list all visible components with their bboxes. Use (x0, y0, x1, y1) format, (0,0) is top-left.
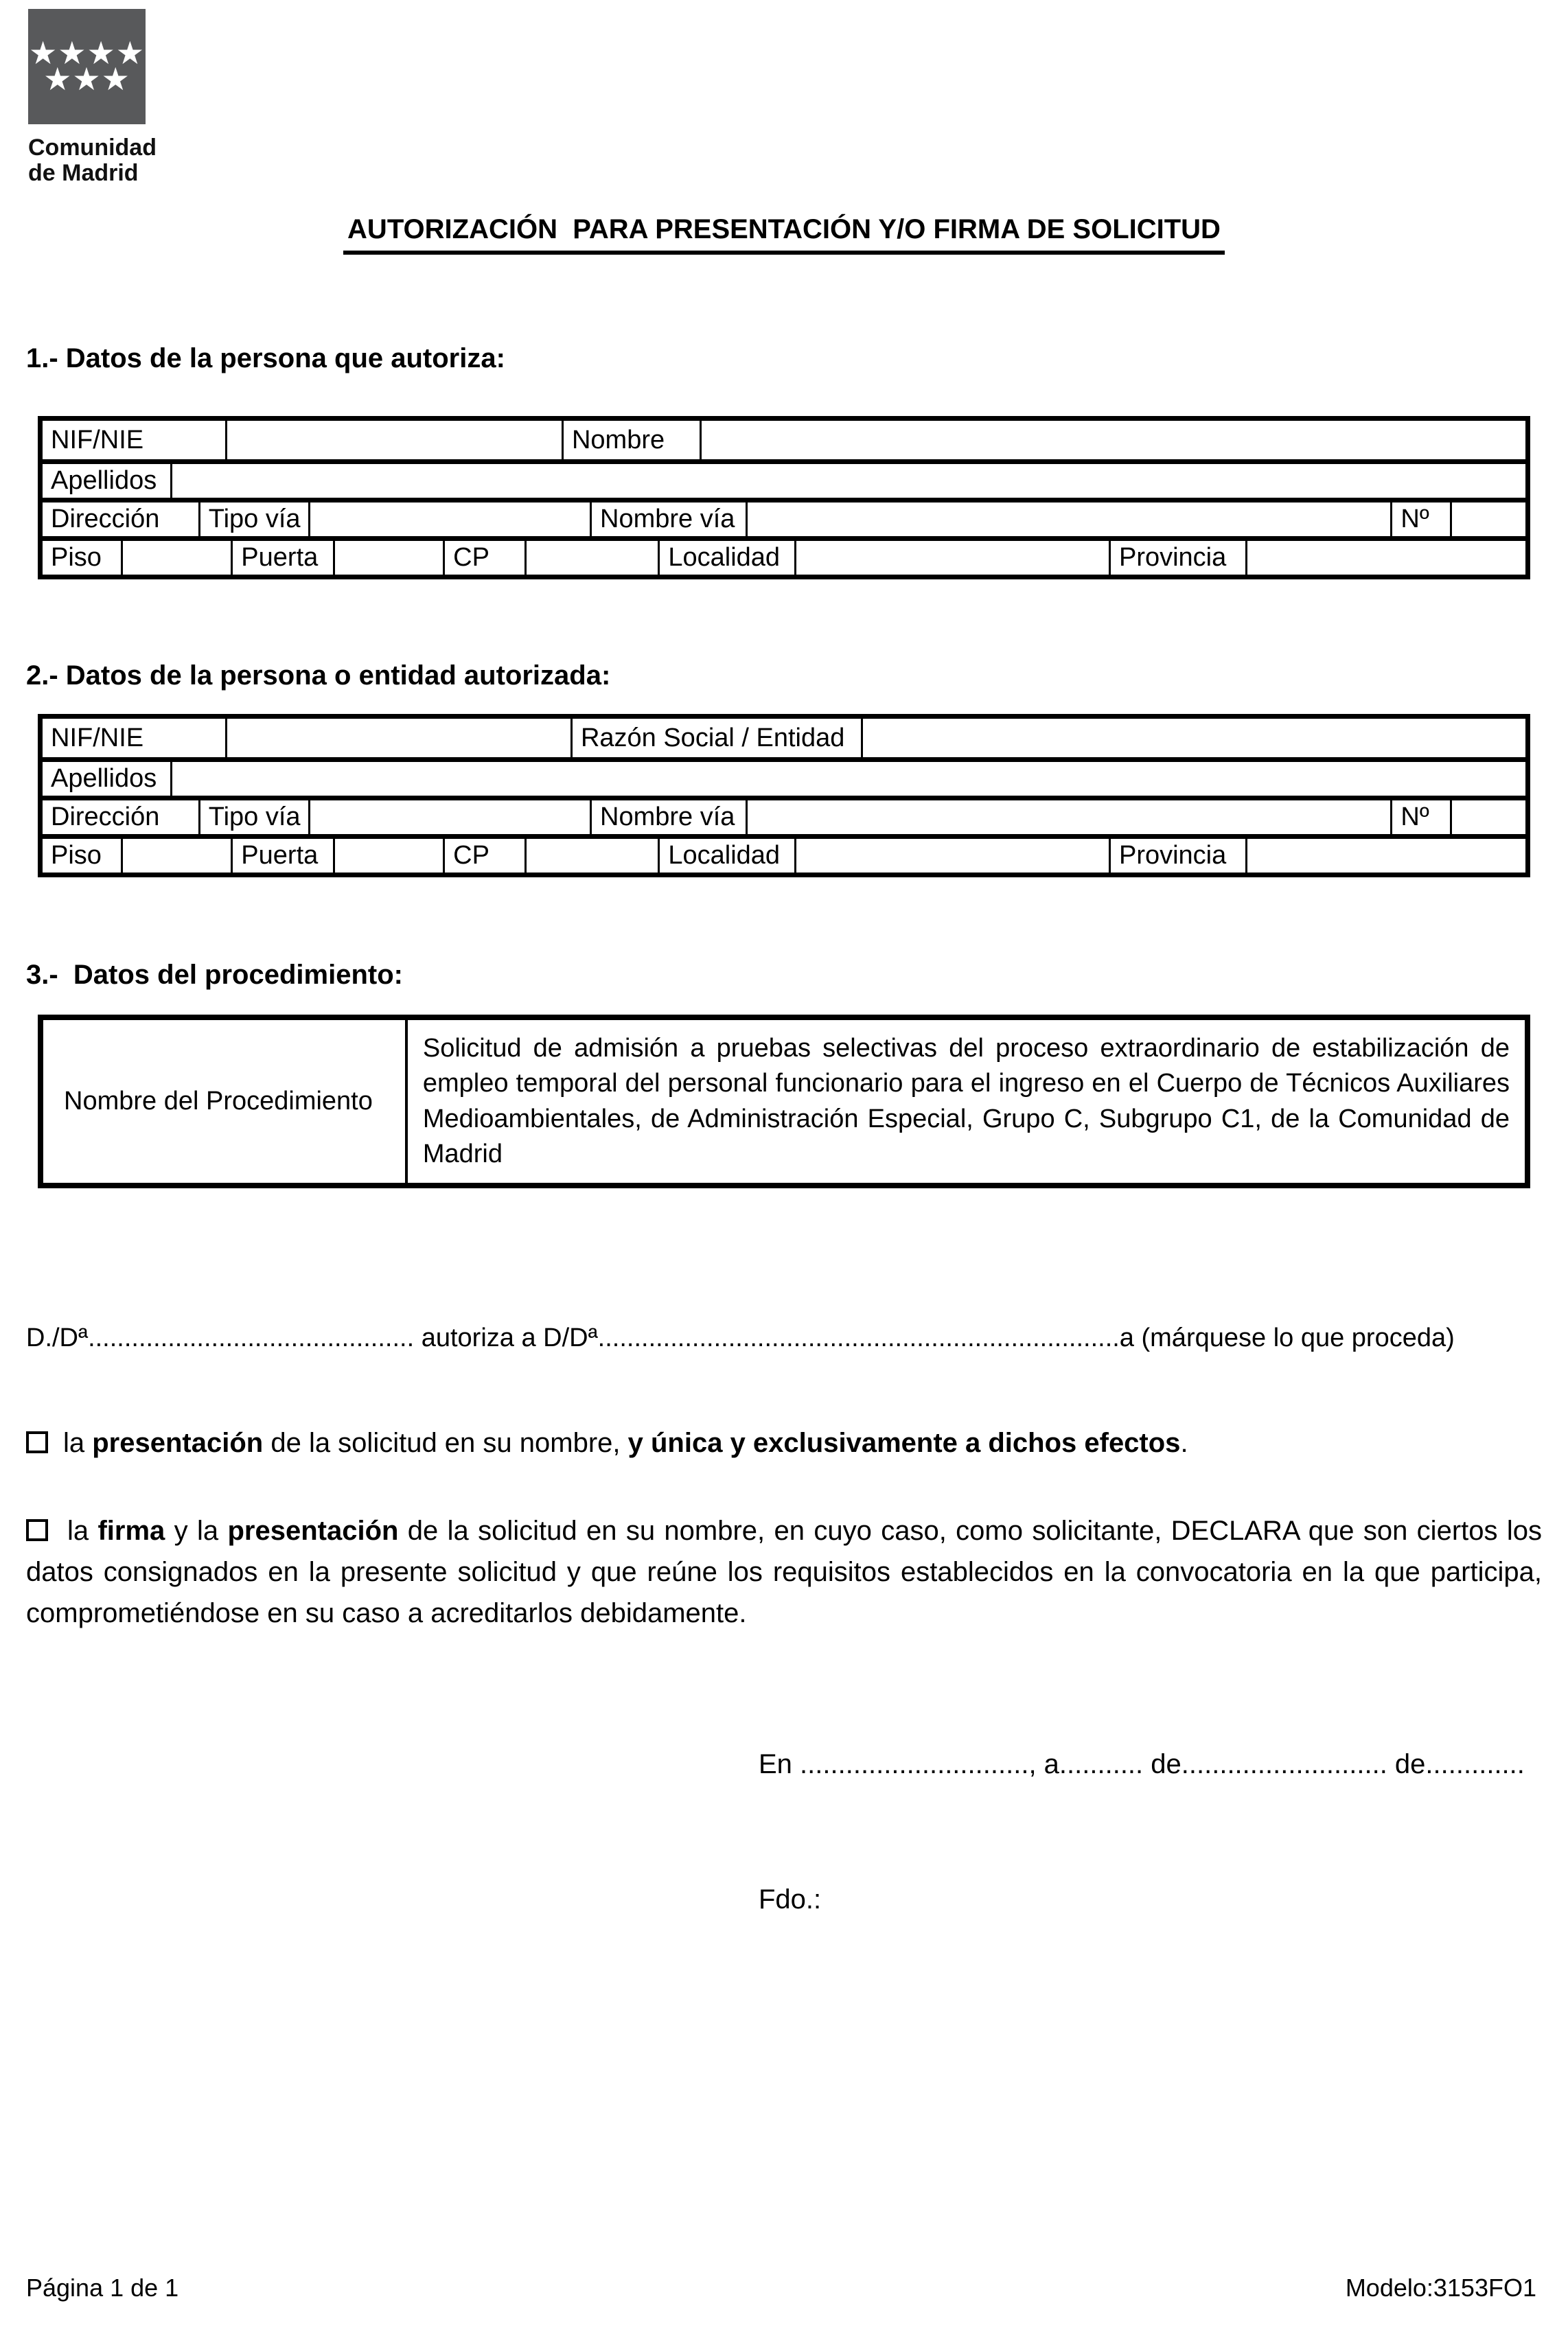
table-row (43, 796, 1525, 834)
nombre-via-input[interactable] (746, 800, 1391, 834)
option1-bold-seg: presentación (92, 1428, 264, 1458)
razon-social-input[interactable] (861, 719, 1525, 757)
nombre-via-input[interactable] (746, 502, 1391, 536)
localidad-label: Localidad (658, 541, 794, 575)
tipo-via-input[interactable] (308, 502, 590, 536)
cp-input[interactable] (524, 839, 658, 873)
table-row (43, 757, 1525, 796)
table-row (43, 719, 1525, 757)
option-firma-presentacion (26, 1510, 1550, 1634)
procedure-table (38, 1015, 1530, 1188)
table-row (43, 536, 1525, 575)
option2-bold-seg: firma (97, 1516, 165, 1546)
cp-label: CP (443, 541, 524, 575)
signature-label: Fdo.: (759, 1884, 822, 1915)
madrid-flag-icon (28, 9, 146, 124)
piso-input[interactable] (121, 839, 231, 873)
section3-heading: 3.- Datos del procedimiento: (26, 960, 403, 990)
apellidos-label: Apellidos (51, 466, 157, 495)
piso-label: Piso (51, 841, 102, 870)
option-presentacion (26, 1422, 1542, 1464)
localidad-input[interactable] (794, 541, 1109, 575)
nombre-input[interactable] (700, 421, 1525, 459)
procedure-name-value: Solicitud de admisión a pruebas selectivas del proceso extraordinario de estabilización de empleo temporal del personal funcionario para el ingreso en el Cuerpo de Técnicos Auxiliares Medioambientales, de Administración Especial, Grupo C, Subgrupo C1, de la Comunidad de Madrid (422, 1034, 1517, 1168)
comunidad-madrid-logo (28, 9, 207, 185)
provincia-label: Provincia (1109, 839, 1245, 873)
option1-bold-seg: y única y exclusivamente a dichos efectos (627, 1428, 1181, 1458)
nombre-via-label: Nombre vía (590, 800, 746, 834)
apellidos-input[interactable] (170, 762, 1525, 796)
nif-input[interactable] (225, 719, 570, 757)
option1-seg: . (1180, 1428, 1188, 1458)
flag-stars-top: ★★★★ (29, 35, 145, 71)
localidad-label: Localidad (658, 839, 794, 873)
section2-heading: 2.- Datos de la persona o entidad autorizada: (26, 660, 611, 691)
numero-input[interactable] (1450, 800, 1525, 834)
presentacion-checkbox[interactable] (26, 1431, 48, 1453)
razon-social-label: Razón Social / Entidad (570, 719, 861, 757)
nif-label: NIF/NIE (51, 723, 144, 752)
piso-input[interactable] (121, 541, 231, 575)
option2-seg: la (67, 1516, 98, 1546)
option2-seg: de la solicitud en su nombre, en cuyo caso, como solicitante, DECLARA que son ciertos los datos consignados en la presente solicitud y que reúne los requisitos establecidos en la convocatoria en la que participa, comprometiéndose en su caso a acreditarlos debidamente. (26, 1516, 1550, 1628)
tipo-via-label: Tipo vía (198, 502, 308, 536)
authorization-line: D./Dª............................................. autoriza a D/Dª........................................................................a (márquese lo que proceda) (26, 1324, 1455, 1352)
apellidos-label: Apellidos (51, 764, 157, 793)
logo-line1: Comunidad (28, 135, 157, 161)
nombre-via-label: Nombre vía (590, 502, 746, 536)
nif-input[interactable] (225, 421, 562, 459)
puerta-label: Puerta (231, 839, 333, 873)
piso-label: Piso (51, 543, 102, 572)
model-number: Modelo:3153FO1 (1345, 2274, 1536, 2302)
numero-input[interactable] (1450, 502, 1525, 536)
section1-heading: 1.- Datos de la persona que autoriza: (26, 343, 505, 373)
nif-label: NIF/NIE (51, 425, 144, 454)
provincia-label: Provincia (1109, 541, 1245, 575)
logo-line2: de Madrid (28, 159, 139, 186)
option2-text (26, 1516, 1549, 1628)
option1-seg: la (63, 1428, 93, 1458)
table-row (43, 421, 1525, 459)
nombre-label: Nombre (562, 421, 700, 459)
date-place-line: En .............................., a........... de........................... de............. (759, 1749, 1525, 1779)
authorized-data-table (38, 714, 1530, 877)
tipo-via-label: Tipo vía (198, 800, 308, 834)
numero-label: Nº (1390, 800, 1449, 834)
direccion-label: Dirección (51, 802, 160, 831)
table-row (43, 834, 1525, 873)
option2-bold-seg: presentación (227, 1516, 399, 1546)
provincia-input[interactable] (1245, 541, 1525, 575)
option1-text (63, 1428, 1188, 1458)
authorizer-data-table (38, 416, 1530, 579)
puerta-input[interactable] (333, 839, 443, 873)
apellidos-input[interactable] (170, 464, 1525, 498)
procedure-name-label: Nombre del Procedimiento (43, 1020, 408, 1183)
cp-label: CP (443, 839, 524, 873)
title-row (0, 214, 1568, 255)
option2-seg: y la (165, 1516, 228, 1546)
table-row (43, 459, 1525, 498)
puerta-input[interactable] (333, 541, 443, 575)
flag-stars-bottom: ★★★ (43, 61, 130, 97)
direccion-label: Dirección (51, 505, 160, 533)
cp-input[interactable] (524, 541, 658, 575)
provincia-input[interactable] (1245, 839, 1525, 873)
tipo-via-input[interactable] (308, 800, 590, 834)
logo-wordmark (28, 135, 207, 185)
page-number: Página 1 de 1 (26, 2274, 179, 2302)
option1-seg: de la solicitud en su nombre, (263, 1428, 628, 1458)
puerta-label: Puerta (231, 541, 333, 575)
numero-label: Nº (1390, 502, 1449, 536)
page-title: AUTORIZACIÓN PARA PRESENTACIÓN Y/O FIRMA DE SOLICITUD (343, 214, 1225, 255)
firma-presentacion-checkbox[interactable] (26, 1519, 48, 1541)
table-row (43, 498, 1525, 536)
localidad-input[interactable] (794, 839, 1109, 873)
